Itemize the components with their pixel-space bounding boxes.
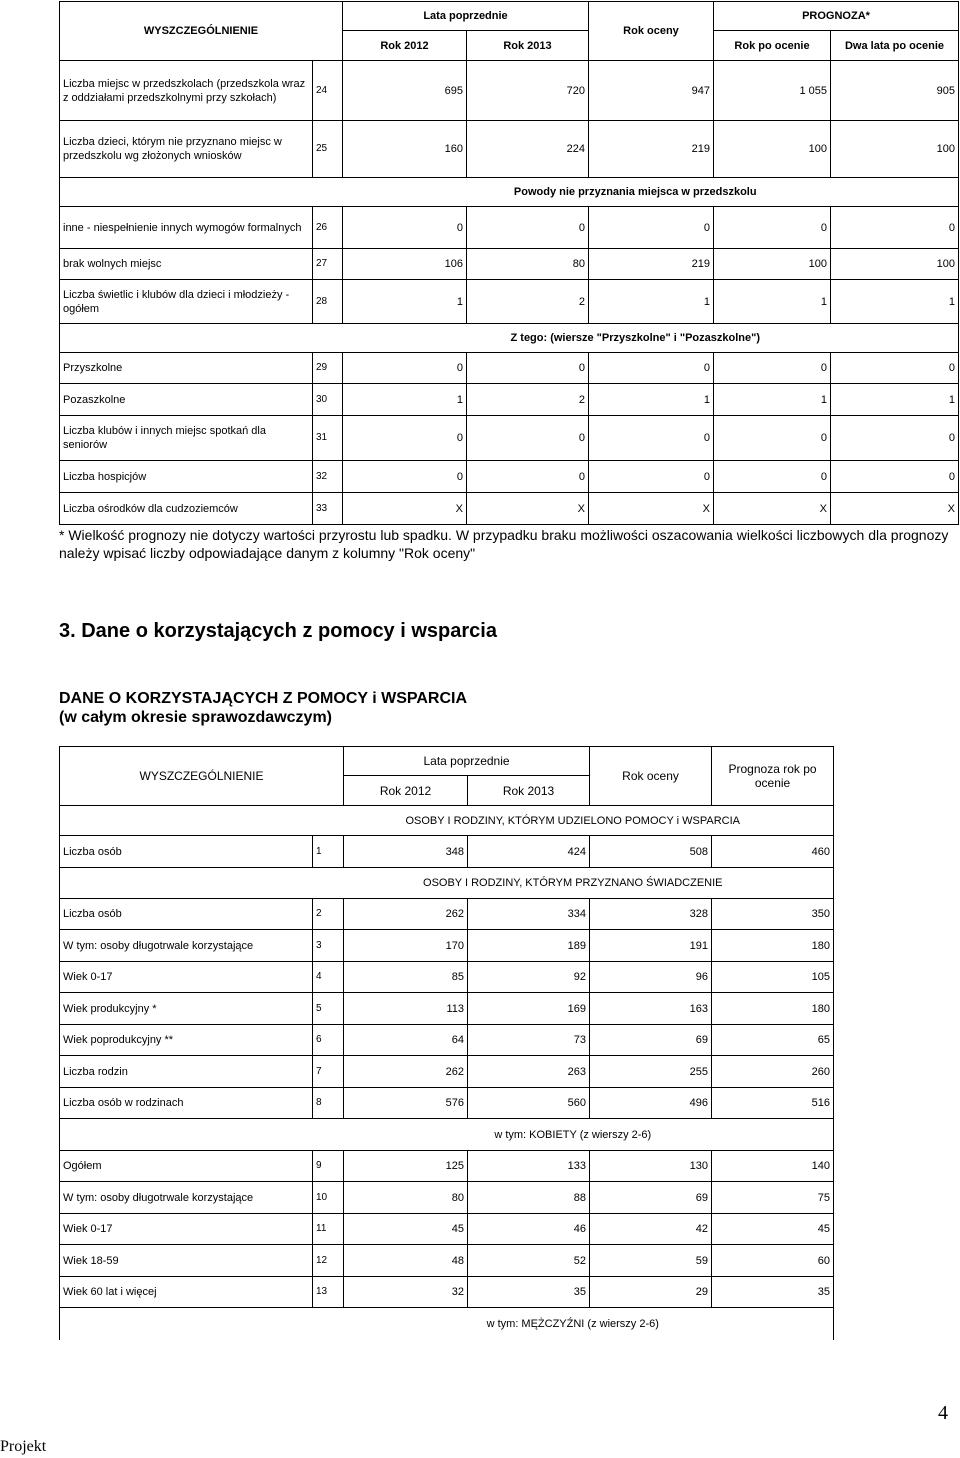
value-cell: 191 xyxy=(590,930,712,962)
header-rok-2013-2: Rok 2013 xyxy=(468,776,590,806)
value-cell: 576 xyxy=(344,1088,468,1119)
table-row xyxy=(60,207,959,249)
value-cell: 424 xyxy=(468,836,590,868)
row-label: Wiek produkcyjny * xyxy=(60,993,313,1025)
value-cell: 88 xyxy=(468,1182,590,1214)
value-cell: 0 xyxy=(589,353,714,384)
row-number: 31 xyxy=(313,416,343,461)
row-number: 13 xyxy=(313,1277,344,1308)
table-row xyxy=(60,121,959,178)
subtitle xyxy=(59,689,467,727)
row-number: 29 xyxy=(313,353,343,384)
row-number: 5 xyxy=(313,993,344,1025)
row-label: inne - niespełnienie innych wymogów formalnych xyxy=(60,207,313,249)
row-number: 28 xyxy=(313,280,343,324)
page-number: 4 xyxy=(938,1402,948,1424)
table-row xyxy=(60,930,834,962)
table-beneficiaries xyxy=(59,746,834,1340)
table-row xyxy=(60,993,834,1025)
row-number: 1 xyxy=(313,836,344,868)
value-cell: 42 xyxy=(590,1214,712,1245)
value-cell: 105 xyxy=(712,962,834,993)
value-cell: 2 xyxy=(467,384,589,416)
value-cell: 1 055 xyxy=(714,61,831,121)
header-wyszczegolnienie-2: WYSZCZEGÓLNIENIE xyxy=(60,747,344,806)
footer-projekt: Projekt xyxy=(0,1438,47,1455)
value-cell: 1 xyxy=(343,280,467,324)
header-rok-po-ocenie: Rok po ocenie xyxy=(714,31,831,61)
value-cell: 60 xyxy=(712,1245,834,1277)
table-row xyxy=(60,899,834,930)
value-cell: 516 xyxy=(712,1088,834,1119)
section-udzielono-pomocy: OSOBY I RODZINY, KTÓRYM UDZIELONO POMOCY i WSPARCIA xyxy=(313,806,834,836)
value-cell: 46 xyxy=(468,1214,590,1245)
value-cell: 169 xyxy=(468,993,590,1025)
value-cell: 0 xyxy=(831,416,959,461)
row-label: brak wolnych miejsc xyxy=(60,249,313,280)
row-number: 32 xyxy=(313,461,343,493)
value-cell: 2 xyxy=(467,280,589,324)
value-cell: X xyxy=(589,493,714,525)
value-cell: 224 xyxy=(467,121,589,178)
row-number: 7 xyxy=(313,1056,344,1088)
row-number: 10 xyxy=(313,1182,344,1214)
row-label: Przyszkolne xyxy=(60,353,313,384)
value-cell: 45 xyxy=(344,1214,468,1245)
row-number: 6 xyxy=(313,1025,344,1056)
value-cell: 0 xyxy=(831,461,959,493)
header-prognoza: PROGNOZA* xyxy=(714,2,959,31)
row-number: 4 xyxy=(313,962,344,993)
value-cell: 100 xyxy=(714,121,831,178)
value-cell: 262 xyxy=(344,899,468,930)
table-row xyxy=(60,1151,834,1182)
value-cell: 1 xyxy=(714,384,831,416)
header-lata-poprzednie: Lata poprzednie xyxy=(343,2,589,31)
table-row xyxy=(60,61,959,121)
table-row xyxy=(60,1056,834,1088)
table-row xyxy=(60,1182,834,1214)
value-cell: 0 xyxy=(467,207,589,249)
row-label: Liczba ośrodków dla cudzoziemców xyxy=(60,493,313,525)
value-cell: 0 xyxy=(589,461,714,493)
value-cell: 1 xyxy=(589,280,714,324)
table-row xyxy=(60,353,959,384)
value-cell: 29 xyxy=(590,1277,712,1308)
row-number: 30 xyxy=(313,384,343,416)
row-label: Wiek 0-17 xyxy=(60,962,313,993)
header-prognoza-2: Prognoza rok po ocenie xyxy=(712,747,834,806)
header-rok-oceny: Rok oceny xyxy=(589,2,714,61)
value-cell: 96 xyxy=(590,962,712,993)
header-rok-2013: Rok 2013 xyxy=(467,31,589,61)
value-cell: 106 xyxy=(343,249,467,280)
value-cell: 35 xyxy=(712,1277,834,1308)
value-cell: 0 xyxy=(343,207,467,249)
row-label: W tym: osoby długotrwale korzystające xyxy=(60,930,313,962)
row-number: 8 xyxy=(313,1088,344,1119)
value-cell: 262 xyxy=(344,1056,468,1088)
value-cell: 0 xyxy=(343,461,467,493)
value-cell: 0 xyxy=(714,461,831,493)
value-cell: 35 xyxy=(468,1277,590,1308)
value-cell: 140 xyxy=(712,1151,834,1182)
section-mezczyzni: w tym: MĘŻCZYŹNI (z wierszy 2-6) xyxy=(313,1308,834,1340)
value-cell: 328 xyxy=(590,899,712,930)
row-number: 9 xyxy=(313,1151,344,1182)
row-number: 11 xyxy=(313,1214,344,1245)
row-label: Liczba świetlic i klubów dla dzieci i młodzieży - ogółem xyxy=(60,280,313,324)
value-cell: 255 xyxy=(590,1056,712,1088)
value-cell: 32 xyxy=(344,1277,468,1308)
row-label: Liczba osób xyxy=(60,899,313,930)
row-number: 25 xyxy=(313,121,343,178)
value-cell: 48 xyxy=(344,1245,468,1277)
table-row xyxy=(60,1245,834,1277)
section-kobiety: w tym: KOBIETY (z wierszy 2-6) xyxy=(313,1119,834,1151)
subtitle-line-2: (w całym okresie sprawozdawczym) xyxy=(59,709,332,726)
value-cell: 1 xyxy=(831,280,959,324)
value-cell: 170 xyxy=(344,930,468,962)
table-row xyxy=(60,249,959,280)
value-cell: X xyxy=(343,493,467,525)
table-forecast-facilities xyxy=(59,1,959,525)
value-cell: X xyxy=(467,493,589,525)
value-cell: 92 xyxy=(468,962,590,993)
value-cell: 0 xyxy=(467,353,589,384)
value-cell: X xyxy=(714,493,831,525)
table-row xyxy=(60,836,834,868)
section-3-title: 3. Dane o korzystających z pomocy i wsparcia xyxy=(59,620,497,642)
row-label: Wiek poprodukcyjny ** xyxy=(60,1025,313,1056)
value-cell: 73 xyxy=(468,1025,590,1056)
value-cell: 75 xyxy=(712,1182,834,1214)
value-cell: 0 xyxy=(714,416,831,461)
value-cell: 80 xyxy=(467,249,589,280)
value-cell: 0 xyxy=(589,207,714,249)
header-rok-2012-2: Rok 2012 xyxy=(344,776,468,806)
row-label: Liczba dzieci, którym nie przyznano miejsc w przedszkolu wg złożonych wniosków xyxy=(60,121,313,178)
value-cell: 1 xyxy=(714,280,831,324)
row-label: Wiek 60 lat i więcej xyxy=(60,1277,313,1308)
value-cell: 695 xyxy=(343,61,467,121)
row-number: 2 xyxy=(313,899,344,930)
row-label: W tym: osoby długotrwale korzystające xyxy=(60,1182,313,1214)
row-label: Liczba rodzin xyxy=(60,1056,313,1088)
value-cell: 52 xyxy=(468,1245,590,1277)
row-label: Liczba miejsc w przedszkolach (przedszkola wraz z oddziałami przedszkolnymi przy szkołach) xyxy=(60,61,313,121)
table-row xyxy=(60,280,959,324)
row-number: 24 xyxy=(313,61,343,121)
value-cell: 720 xyxy=(467,61,589,121)
value-cell: 1 xyxy=(589,384,714,416)
value-cell: 163 xyxy=(590,993,712,1025)
value-cell: 219 xyxy=(589,121,714,178)
value-cell: 69 xyxy=(590,1025,712,1056)
value-cell: 189 xyxy=(468,930,590,962)
row-number: 26 xyxy=(313,207,343,249)
value-cell: 947 xyxy=(589,61,714,121)
header-wyszczegolnienie: WYSZCZEGÓLNIENIE xyxy=(60,2,343,61)
value-cell: 1 xyxy=(343,384,467,416)
table-row xyxy=(60,1277,834,1308)
value-cell: 64 xyxy=(344,1025,468,1056)
table-row xyxy=(60,416,959,461)
value-cell: 334 xyxy=(468,899,590,930)
value-cell: 133 xyxy=(468,1151,590,1182)
value-cell: 59 xyxy=(590,1245,712,1277)
table-row xyxy=(60,1025,834,1056)
value-cell: 45 xyxy=(712,1214,834,1245)
row-label: Pozaszkolne xyxy=(60,384,313,416)
value-cell: 0 xyxy=(831,353,959,384)
value-cell: 496 xyxy=(590,1088,712,1119)
value-cell: 350 xyxy=(712,899,834,930)
value-cell: 180 xyxy=(712,930,834,962)
subtitle-line-1: DANE O KORZYSTAJĄCYCH Z POMOCY i WSPARCIA xyxy=(59,690,468,707)
value-cell: 0 xyxy=(343,416,467,461)
value-cell: 0 xyxy=(467,461,589,493)
value-cell: 100 xyxy=(714,249,831,280)
value-cell: 0 xyxy=(831,207,959,249)
value-cell: 263 xyxy=(468,1056,590,1088)
value-cell: 508 xyxy=(590,836,712,868)
value-cell: 0 xyxy=(714,353,831,384)
value-cell: 0 xyxy=(343,353,467,384)
value-cell: 125 xyxy=(344,1151,468,1182)
value-cell: 905 xyxy=(831,61,959,121)
value-cell: 69 xyxy=(590,1182,712,1214)
value-cell: 1 xyxy=(831,384,959,416)
table-row xyxy=(60,1214,834,1245)
table-row xyxy=(60,1088,834,1119)
row-number: 12 xyxy=(313,1245,344,1277)
row-number: 3 xyxy=(313,930,344,962)
table-row xyxy=(60,384,959,416)
value-cell: 160 xyxy=(343,121,467,178)
row-label: Wiek 0-17 xyxy=(60,1214,313,1245)
header-rok-oceny-2: Rok oceny xyxy=(590,747,712,806)
table-row xyxy=(60,493,959,525)
value-cell: 85 xyxy=(344,962,468,993)
value-cell: X xyxy=(831,493,959,525)
value-cell: 130 xyxy=(590,1151,712,1182)
row-label: Wiek 18-59 xyxy=(60,1245,313,1277)
section-przyznano-swiadczenie: OSOBY I RODZINY, KTÓRYM PRZYZNANO ŚWIADCZENIE xyxy=(313,868,834,899)
section-powody: Powody nie przyznania miejsca w przedszkolu xyxy=(313,178,959,207)
table-row xyxy=(60,461,959,493)
value-cell: 219 xyxy=(589,249,714,280)
value-cell: 260 xyxy=(712,1056,834,1088)
value-cell: 100 xyxy=(831,249,959,280)
value-cell: 348 xyxy=(344,836,468,868)
value-cell: 100 xyxy=(831,121,959,178)
forecast-note: * Wielkość prognozy nie dotyczy wartości przyrostu lub spadku. W przypadku braku możliwości oszacowania wielkości liczbowych dla prognozy należy wpisać liczby odpowiadające danym z kolumny "Rok oceny" xyxy=(59,527,949,561)
value-cell: 180 xyxy=(712,993,834,1025)
value-cell: 560 xyxy=(468,1088,590,1119)
row-label: Liczba hospicjów xyxy=(60,461,313,493)
table-row xyxy=(60,962,834,993)
value-cell: 460 xyxy=(712,836,834,868)
value-cell: 80 xyxy=(344,1182,468,1214)
header-lata-poprzednie-2: Lata poprzednie xyxy=(344,747,590,776)
value-cell: 0 xyxy=(714,207,831,249)
section-z-tego: Z tego: (wiersze "Przyszkolne" i "Pozaszkolne") xyxy=(313,324,959,353)
header-rok-2012: Rok 2012 xyxy=(343,31,467,61)
row-label: Liczba klubów i innych miejsc spotkań dla seniorów xyxy=(60,416,313,461)
row-label: Liczba osób xyxy=(60,836,313,868)
header-dwa-lata: Dwa lata po ocenie xyxy=(831,31,959,61)
value-cell: 113 xyxy=(344,993,468,1025)
value-cell: 65 xyxy=(712,1025,834,1056)
row-number: 33 xyxy=(313,493,343,525)
value-cell: 0 xyxy=(467,416,589,461)
row-label: Liczba osób w rodzinach xyxy=(60,1088,313,1119)
row-number: 27 xyxy=(313,249,343,280)
value-cell: 0 xyxy=(589,416,714,461)
row-label: Ogółem xyxy=(60,1151,313,1182)
